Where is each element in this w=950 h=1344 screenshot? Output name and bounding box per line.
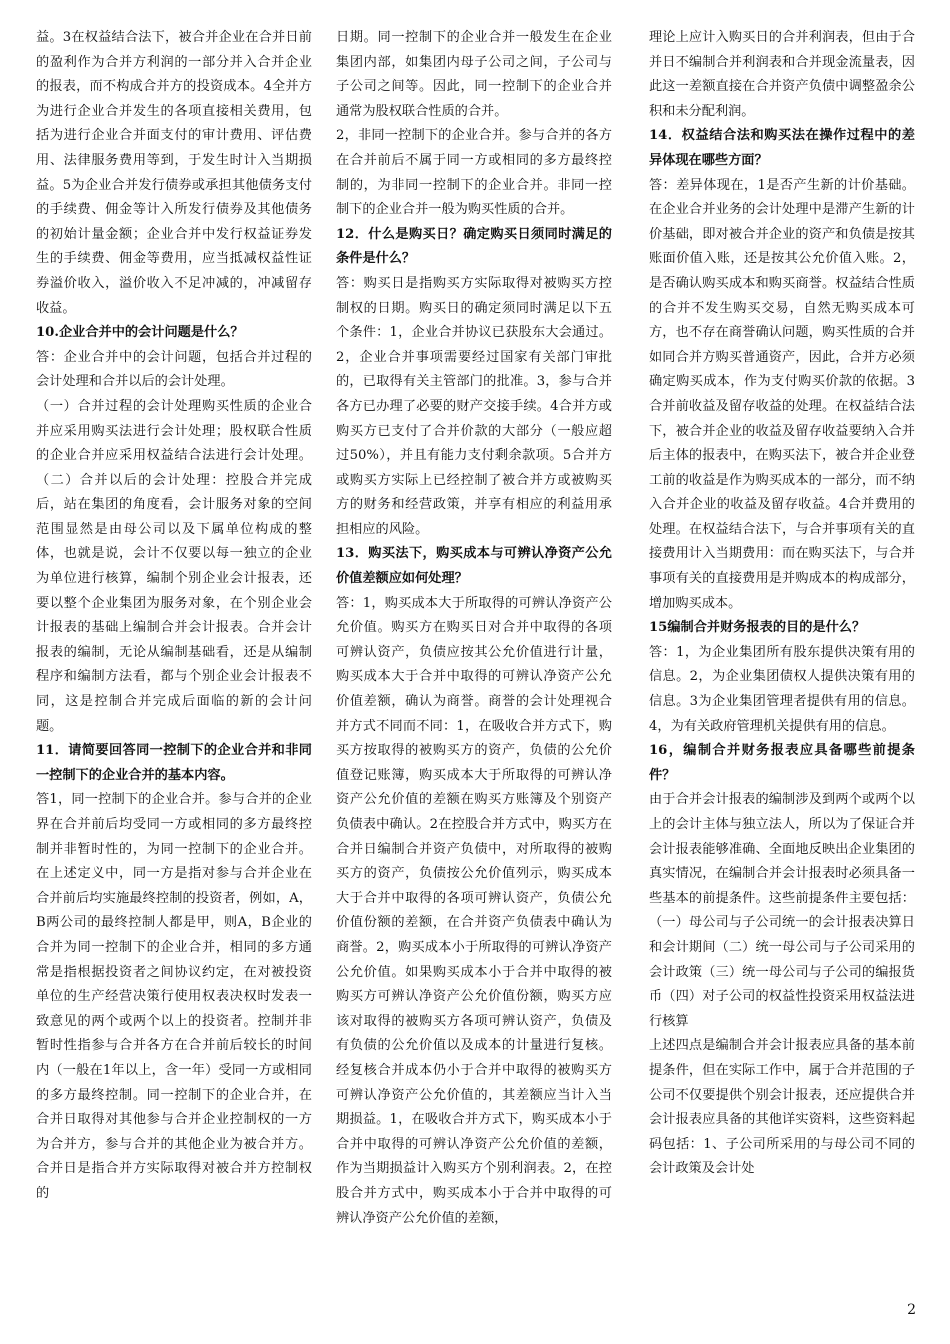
paragraph: 答：差异体现在，1是否产生新的计价基础。在企业合并业务的会计处理中是滞产生新的计价基础，即对被合并企业的资产和负债是按其账面价值入账，还是按其公允价值入账。2，是否确认购买成本和购买商誉。权益结合性质的合并不发生购买交易，自然无购买成本可方，也不存在商誉确认问题，购买性质的合并如同合并方购买普通资产，因此，合并方必须确定购买成本，作为支付购买价款的依据。3合并前收益及留存收益的处理。在权益结合法下，被合并企业的收益及留存收益要纳入合并后主体的报表中，在购买法下，被合并企业登工前的收益是作为购买成本的一部分，而不纳入合并企业的收益及留存收益。4合并费用的处理。在权益结合法下，与合并事项有关的直接费用计入当期费用：而在购买法下，与合并事项有关的直接费用是并购成本的构成部分，增加购买成本。: [649, 177, 915, 611]
paragraph: 日期。同一控制下的企业合并一般发生在企业集团内部，如集团内母子公司之间，子公司与子公司之间等。因此，同一控制下的企业合并通常为股权联合性质的合并。: [336, 30, 612, 119]
text-column-middle: [336, 26, 612, 1231]
paragraph: 答：1，购买成本大于所取得的可辨认净资产公允价值。购买方在购买日对合并中取得的各项可辨认资产，负债应按其公允价值进行计量，购买成本大于合并中取得的可辨认净资产公允价值差额，确认为商誉。商誉的会计处理视合并方式不同而不同：1，在吸收合并方式下，购买方按取得的被购买方的资产，负债的公允价值登记账簿，购买成本大于所取得的可辨认净资产公允价值的差额在购买方账簿及个别资产负债表中确认。2在控股合并方式中，购买方在合并日编制合并资产负债中，对所取得的被购买方的资产，负债按公允价值列示，购买成本大于合并中取得的各项可辨认资产，负债公允价值份额的差额，在合并资产负债表中确认为商誉。2，购买成本小于所取得的可辨认净资产公允价值。如果购买成本小于合并中取得的被购买方可辨认净资产公允价值份额，购买方应该对取得的被购买方各项可辨认资产，负债及有负债的公允价值以及成本的计量进行复核。经复核合并成本仍小于合并中取得的被购买方可辨认净资产公允价值的，其差额应当计入当期损益。1，在吸收合并方式下，购买成本小于合并中取得的可辨认净资产公允价值的差额，作为当期损益计入购买方个别利润表。2，在控股合并方式中，购买成本小于合并中取得的可辨认净资产公允价值的差额，: [336, 595, 612, 1226]
paragraph: 理论上应计入购买日的合并利润表，但由于合并日不编制合并利润表和合并现金流量表，因此这一差额直接在合并资产负债中调整盈余公积和未分配利润。: [649, 30, 915, 119]
paragraph: 益。3在权益结合法下，被合并企业在合并日前的盈利作为合并方利润的一部分并入合并企业的报表，而不构成合并方的投资成本。4全并方为进行企业合并发生的各项直接相关费用，包括为进行企业合并面支付的审计费用、评估费用、法律服务费用等到，于发生时计入当期损益。5为企业合并发行债券或承担其他债务支付的手续费、佣金等计入所发行债券及其他债务的初始计量金额；企业合并中发行权益证券发生的手续费、佣金等费用，应当抵减权益性证券溢价收入，溢价收入不足冲减的，冲减留存收益。: [36, 30, 312, 316]
paragraph: 答：购买日是指购买方实际取得对被购买方控制权的日期。购买日的确定须同时满足以下五个条件：1，企业合并协议已获股东大会通过。2，企业合并事项需要经过国家有关部门审批的，已取得有关主管部门的批准。3，参与合并各方已办理了必要的财产交接手续。4合并方或购买方已支付了合并价款的大部分（一般应超过50%），并且有能力支付剩余款项。5合并方或购买方实际上已经控制了被合并方或被购买方的财务和经营政策，并享有相应的利益用承担相应的风险。: [336, 275, 612, 537]
question-heading: 13．购买法下，购买成本与可辨认净资产公允价值差额应如何处理？: [336, 546, 612, 587]
question-heading: 12．什么是购买日？确定购买日须同时满足的条件是什么？: [336, 226, 612, 267]
paragraph: 上述四点是编制合并会计报表应具备的基本前提条件，但在实际工作中，属于合并范围的子公司不仅要提供个别会计报表，还应提供合并会计报表应具备的其他详实资料，这些资料起码包括：1、子公司所采用的与母公司不同的会计政策及会计处: [649, 1038, 915, 1177]
paragraph: （一）合并过程的会计处理购买性质的企业合并应采用购买法进行会计处理；股权联合性质的企业合并应采用权益结合法进行会计处理。（二）合并以后的会计处理：控股合并完成后，站在集团的角度看，会计服务对象的空间范围显然是由母公司以及下属单位构成的整体，也就是说，会计不仅要以每一独立的企业为单位进行核算，编制个别企业会计报表，还要以整个企业集团为服务对象，在个别企业会计报表的基础上编制合并会计报表。合并会计报表的编制，无论从编制基础看，还是从编制程序和编制方法看，都与个别企业会计报表不同，这是控制合并完成后面临的新的会计问题。: [36, 398, 312, 734]
question-heading: 11．请简要回答同一控制下的企业合并和非同一控制下的企业合并的基本内容。: [36, 743, 312, 783]
paragraph: 答：1，为企业集团所有股东提供决策有用的信息。2，为企业集团债权人提供决策有用的信息。3为企业集团管理者提供有用的信息。4，为有关政府管理机关提供有用的信息。: [649, 644, 915, 734]
question-heading: 10.企业合并中的会计问题是什么？: [36, 325, 244, 341]
paragraph: 答：企业合并中的会计问题，包括合并过程的会计处理和合并以后的会计处理。: [36, 349, 312, 390]
question-heading: 14．权益结合法和购买法在操作过程中的差异体现在哪些方面？: [649, 128, 915, 168]
text-column-right: [649, 26, 915, 1182]
question-heading: 15编制合并财务报表的目的是什么？: [649, 620, 866, 636]
text-column-left: [36, 26, 312, 1207]
page-number: 2: [907, 1302, 916, 1318]
paragraph: 答1，同一控制下的企业合并。参与合并的企业界在合并前后均受同一方或相同的多方最终控制并非暂时性的，为同一控制下的企业合并。在上述定义中，同一方是指对参与合并企业在合并前后均实施最终控制的投资者，例如，A，B两公司的最终控制人都是甲，则A，B企业的合并为同一控制下的企业合并，相同的多方通常是指根据投资者之间协议约定，在对被投资单位的生产经营决策行使用权表决权时发表一致意见的两个或两个以上的投资者。控制并非暂时性指参与合并各方在合并前后较长的时间内（一般在1年以上，含一年）受同一方或相同的多方最终控制。同一控制下的企业合并，在合并日取得对其他参与合并企业控制权的一方为合并方，参与合并的其他企业为被合并方。合并日是指合并方实际取得对被合并方控制权的: [36, 792, 312, 1201]
paragraph: 由于合并会计报表的编制涉及到两个或两个以上的会计主体与独立法人，所以为了保证合并会计报表能够准确、全面地反映出企业集团的真实情况，在编制合并会计报表时必须具备一些基本的前提条件。这些前提条件主要包括：（一）母公司与子公司统一的会计报表决算日和会计期间（二）统一母公司与子公司采用的会计政策（三）统一母公司与子公司的编报货币（四）对子公司的权益性投资采用权益法进行核算: [649, 792, 915, 1029]
question-heading: 16，编制合并财务报表应具备哪些前提条件？: [649, 743, 915, 783]
paragraph: 2，非同一控制下的企业合并。参与合并的各方在合并前后不属于同一方或相同的多方最终控制的，为非同一控制下的企业合并。非同一控制下的企业合并一般为购买性质的合并。: [336, 128, 612, 218]
